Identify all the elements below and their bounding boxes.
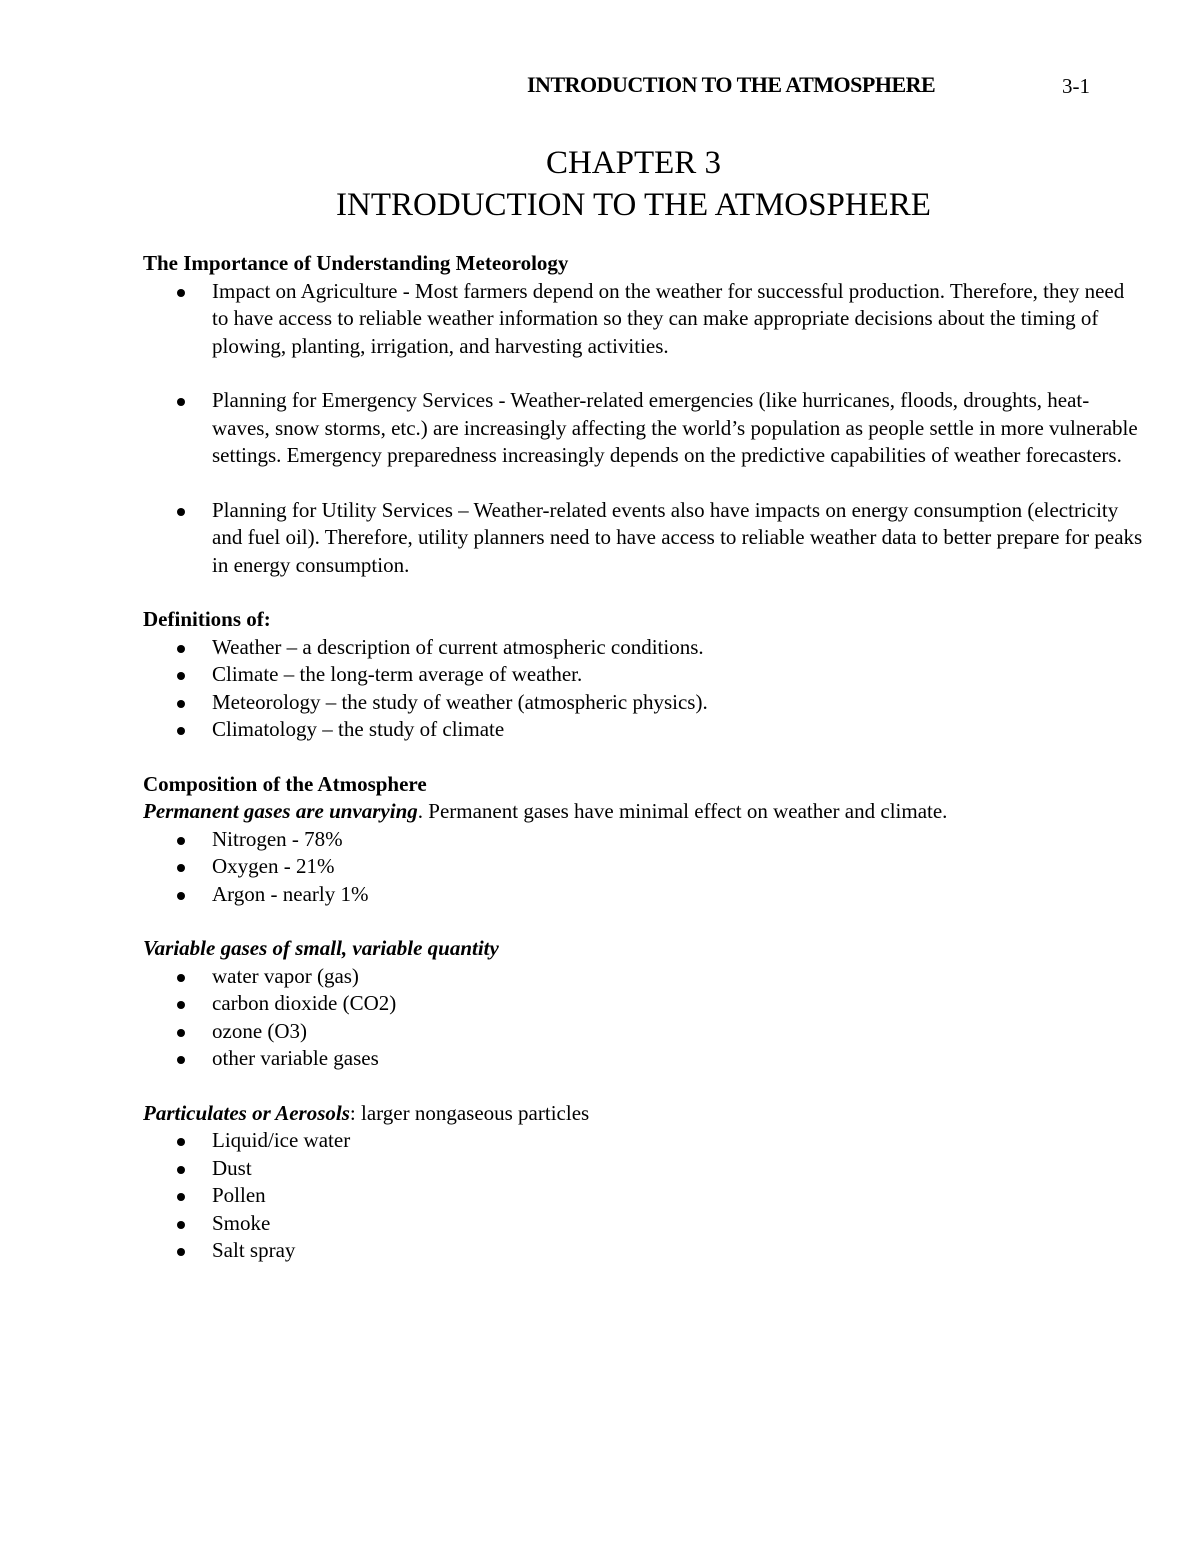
particulates-intro — [143, 1100, 1143, 1128]
definitions-list — [143, 634, 1143, 744]
list-item: Planning for Utility Services – Weather-related events also have impacts on energy consumption (electricity and fuel oil). Therefore, utility planners need to have access to reliable weather data to better prepare for peaks in energy consumption. — [143, 497, 1143, 580]
chapter-number: CHAPTER 3 — [545, 145, 722, 181]
list-item: Oxygen - 21% — [143, 853, 1143, 881]
section-heading-composition: Composition of the Atmosphere — [143, 771, 427, 796]
chapter-name: INTRODUCTION TO THE ATMOSPHERE — [336, 187, 931, 223]
list-item: Pollen — [143, 1182, 1143, 1210]
permanent-gases-lead: Permanent gases are unvarying — [143, 799, 418, 823]
list-item: Climatology – the study of climate — [143, 716, 1143, 744]
list-spacer — [143, 360, 1143, 387]
section-heading-importance: The Importance of Understanding Meteorology — [143, 251, 569, 275]
list-item: Planning for Emergency Services - Weather-related emergencies (like hurricanes, floods, droughts, heat-waves, snow storms, etc.) are increasingly affecting the world’s population as people settle in more vulnerable settings. Emergency preparedness increasingly depends on the predictive capabilities of weather forecasters. — [143, 387, 1143, 470]
list-item: carbon dioxide (CO2) — [143, 990, 1143, 1018]
list-item: Climate – the long-term average of weather. — [143, 661, 1143, 689]
list-item: Meteorology – the study of weather (atmospheric physics). — [143, 689, 1143, 717]
list-item: Impact on Agriculture - Most farmers depend on the weather for successful production. Therefore, they need to have access to reliable weather information so they can make appropriate decisions about the timing of plowing, planting, irrigation, and harvesting activities. — [143, 278, 1143, 361]
variable-gases-list — [143, 963, 1143, 1073]
list-item: Nitrogen - 78% — [143, 826, 1143, 854]
list-item: Argon - nearly 1% — [143, 881, 1143, 909]
spacer — [143, 1073, 1143, 1100]
section-heading-definitions: Definitions of: — [143, 607, 271, 631]
list-item: Smoke — [143, 1210, 1143, 1238]
running-header-title: INTRODUCTION TO THE ATMOSPHERE — [527, 72, 936, 97]
permanent-gases-intro — [143, 798, 1143, 826]
list-item: Dust — [143, 1155, 1143, 1183]
body-content — [143, 250, 1143, 1265]
variable-gases-heading: Variable gases of small, variable quantity — [143, 936, 499, 960]
particulates-list — [143, 1127, 1143, 1265]
particulates-text: : larger nongaseous particles — [349, 1100, 590, 1125]
permanent-gases-text: . Permanent gases have minimal effect on weather and climate. — [417, 799, 948, 823]
list-item: ozone (O3) — [143, 1018, 1143, 1046]
list-item: Weather – a description of current atmospheric conditions. — [143, 634, 1143, 662]
list-item: Liquid/ice water — [143, 1127, 1143, 1155]
list-item: Salt spray — [143, 1237, 1143, 1265]
list-item: other variable gases — [143, 1045, 1143, 1073]
page-number: 3-1 — [1062, 74, 1090, 98]
spacer — [143, 579, 1143, 606]
spacer — [143, 744, 1143, 771]
permanent-gases-list — [143, 826, 1143, 909]
chapter-title — [0, 142, 1200, 226]
list-item: water vapor (gas) — [143, 963, 1143, 991]
list-spacer — [143, 470, 1143, 497]
particulates-lead: Particulates or Aerosols — [143, 1100, 350, 1125]
importance-list — [143, 278, 1143, 580]
spacer — [143, 908, 1143, 935]
